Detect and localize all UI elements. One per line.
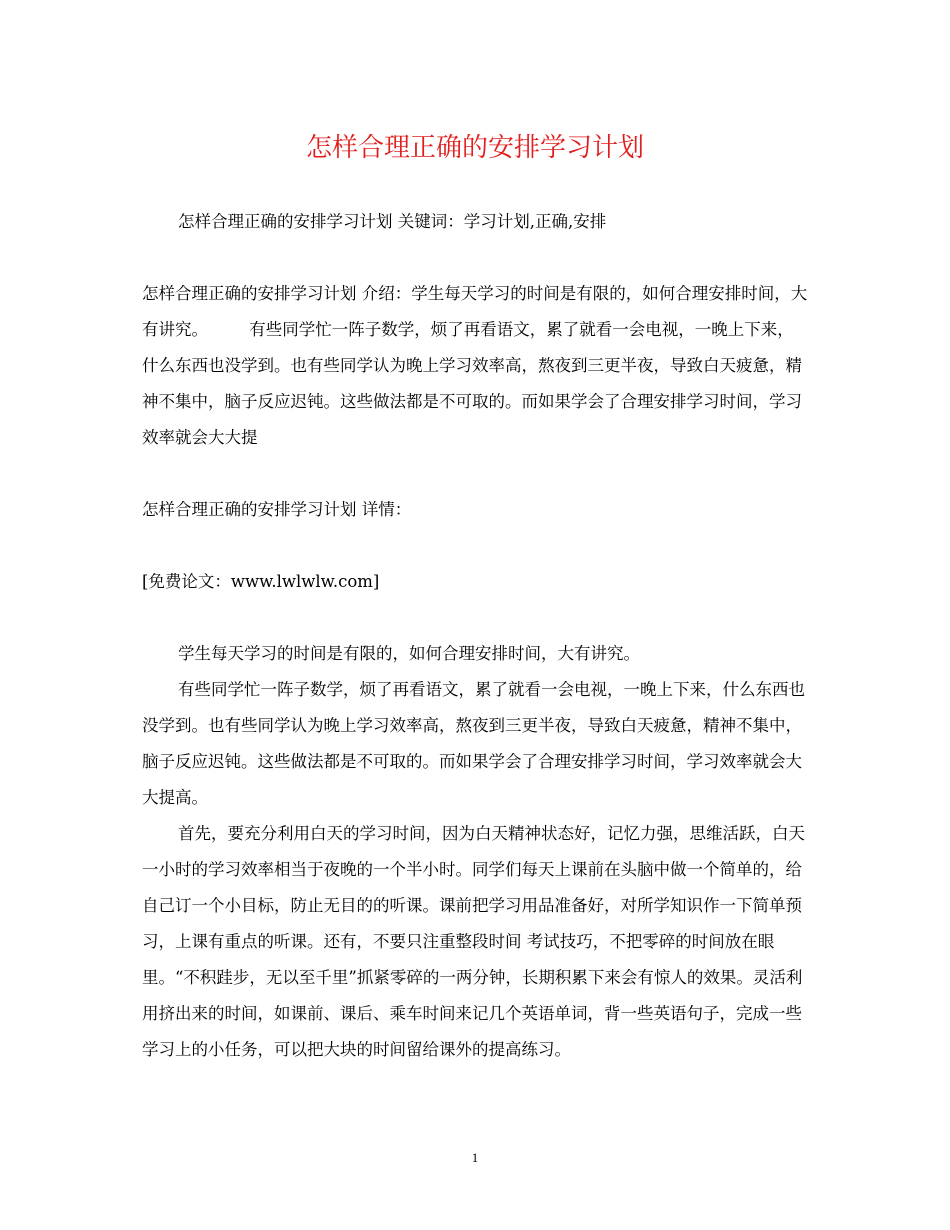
details-label: 怎样合理正确的安排学习计划 详情： <box>142 500 412 519</box>
body-paragraph-2: 有些同学忙一阵子数学，烦了再看语文，累了就看一会电视，一晚上下来，什么东西也没学到。也有些同学认为晚上学习效率高，熬夜到三更半夜，导致白天疲惫，精神不集中，脑子反应迟钝。这些做法都是不可取的。而如果学会了合理安排学习时间，学习效率就会大大提高。 <box>142 680 805 807</box>
body-text <box>142 636 808 1068</box>
document-title: 怎样合理正确的安排学习计划 <box>305 133 644 163</box>
intro-paragraph: 怎样合理正确的安排学习计划 介绍：学生每天学习的时间是有限的，如何合理安排时间，大有讲究。 有些同学忙一阵子数学，烦了再看语文，累了就看一会电视，一晚上下来，什么东西也没学到。也有些同学认为晚上学习效率高，熬夜到三更半夜，导致白天疲惫，精神不集中，脑子反应迟钝。这些做法都是不可取的。而如果学会了合理安排学习时间，学习效率就会大大提 <box>142 284 808 447</box>
body-paragraph-3: 首先，要充分利用白天的学习时间，因为白天精神状态好，记忆力强，思维活跃，白天一小时的学习效率相当于夜晚的一个半小时。同学们每天上课前在头脑中做一个简单的，给自己订一个小目标，防止无目的的听课。课前把学习用品准备好，对所学知识作一下简单预习，上课有重点的听课。还有，不要只注重整段时间 考试技巧，不把零碎的时间放在眼里。“不积跬步，无以至千里”抓紧零碎的一两分钟，长期积累下来会有惊人的效果。灵活利用挤出来的时间，如课前、课后、乘车时间来记几个英语单词，背一些英语句子，完成一些学习上的小任务，可以把大块的时间留给课外的提高练习。 <box>142 824 805 1059</box>
keywords-line: 怎样合理正确的安排学习计划 关键词：学习计划,正确,安排 <box>178 212 607 231</box>
source-line: [免费论文：www.lwlwlw.com] <box>142 572 380 591</box>
page-number: 1 <box>471 1150 479 1165</box>
body-paragraph-1: 学生每天学习的时间是有限的，如何合理安排时间，大有讲究。 <box>178 644 640 663</box>
